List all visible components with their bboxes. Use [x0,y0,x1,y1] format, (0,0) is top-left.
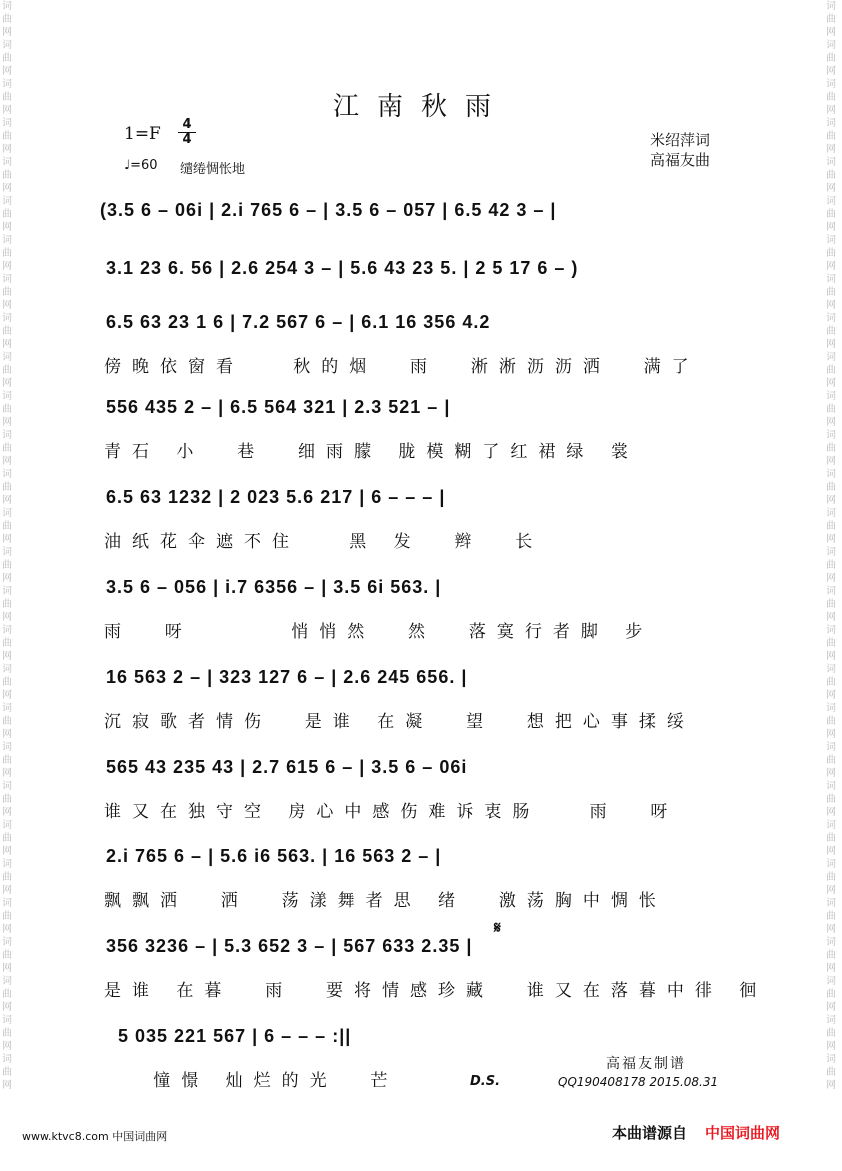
staff-line-notes: 556 435 2 – | 6.5 564 321 | 2.3 521 – | [100,397,451,417]
time-signature [178,118,196,147]
staff-line-lyrics: 沉寂歌者情伤 是谁 在凝 望 想把心事揉绥 [104,712,695,732]
key-signature: 1=F [124,124,161,144]
footer-site-url[interactable]: www.ktvc8.com 中国词曲网 [22,1130,168,1143]
credits [650,130,710,170]
meter-top: 4 [182,117,192,132]
staff-line-lyrics: 油纸花伞遮不住 黑 发 辫 长 [104,532,544,552]
lyricist: 米绍萍词 [650,131,711,149]
composer: 高福友曲 [650,151,711,169]
footer-site-name[interactable]: 中国词曲网 [705,1124,781,1142]
staff-line-lyrics: 飘飘洒 洒 荡漾舞者思 绪 激荡胸中惆怅 [104,891,667,911]
tempo-mark: ♩=60 [124,158,158,173]
staff-line-notes: 356 3236 – | 5.3 652 3 – | 567 633 2.35 | [100,936,473,956]
expression-mark: 缱绻惆怅地 [180,162,246,177]
staff-line-lyrics: 青石 小 巷 细雨朦 胧模糊了红裙绿 裳 [104,442,639,462]
staff-line-lyrics: 谁又在独守空 房心中感伤难诉衷肠 雨 呀 [104,802,679,822]
staff-line-notes: 3.5 6 – 056 | i.7 6356 – | 3.5 6i 563. | [100,577,442,597]
footer-source-label: 本曲谱源自 [612,1124,688,1142]
segno-sign: 𝄋 [494,918,501,937]
staff-line-notes: 5 035 221 567 | 6 – – – :|| [100,1026,352,1046]
contact-date: QQ190408178 2015.08.31 [558,1075,719,1089]
staff-line-notes: 565 43 235 43 | 2.7 615 6 – | 3.5 6 – 06i [100,757,468,777]
watermark-right: 词曲网词曲网词曲网词曲网词曲网词曲网词曲网词曲网词曲网词曲网词曲网词曲网词曲网词曲网词曲网词曲网词曲网词曲网词曲网词曲网词曲网词曲网词曲网词曲网词曲网词曲网词曲网词曲网 [826,1,836,1091]
staff-line-lyrics: 憧憬 灿烂的光 芒 [104,1071,399,1091]
watermark-left: 词曲网词曲网词曲网词曲网词曲网词曲网词曲网词曲网词曲网词曲网词曲网词曲网词曲网词曲网词曲网词曲网词曲网词曲网词曲网词曲网词曲网词曲网词曲网词曲网词曲网词曲网词曲网词曲网 [2,1,12,1091]
transcriber: 高福友制谱 [606,1056,686,1072]
staff-line-lyrics: 雨 呀 悄悄然 然 落寞行者脚 步 [104,622,654,642]
staff-line-lyrics: 是谁 在暮 雨 要将情感珍藏 谁又在落暮中徘 徊 [104,981,768,1001]
staff-line-notes: 16 563 2 – | 323 127 6 – | 2.6 245 656. | [100,667,468,687]
staff-line-lyrics: 傍晚依窗看 秋的烟 雨 淅淅沥沥洒 满了 [104,357,700,377]
meter-bottom: 4 [178,132,196,147]
staff-line-notes: 6.5 63 23 1 6 | 7.2 567 6 – | 6.1 16 356 4.2 [100,312,491,332]
song-title: 江南秋雨 [332,92,509,122]
staff-line-notes: 3.1 23 6. 56 | 2.6 254 3 – | 5.6 43 23 5. | 2 5 17 6 – ) [100,258,579,278]
staff-line-notes: 6.5 63 1232 | 2 023 5.6 217 | 6 – – – | [100,487,446,507]
dal-segno: D.S. [470,1074,501,1089]
staff-line-notes: 2.i 765 6 – | 5.6 i6 563. | 16 563 2 – | [100,846,442,866]
footer-source [612,1122,780,1143]
staff-line-notes: (3.5 6 – 06i | 2.i 765 6 – | 3.5 6 – 057 | 6.5 42 3 – | [100,200,557,220]
